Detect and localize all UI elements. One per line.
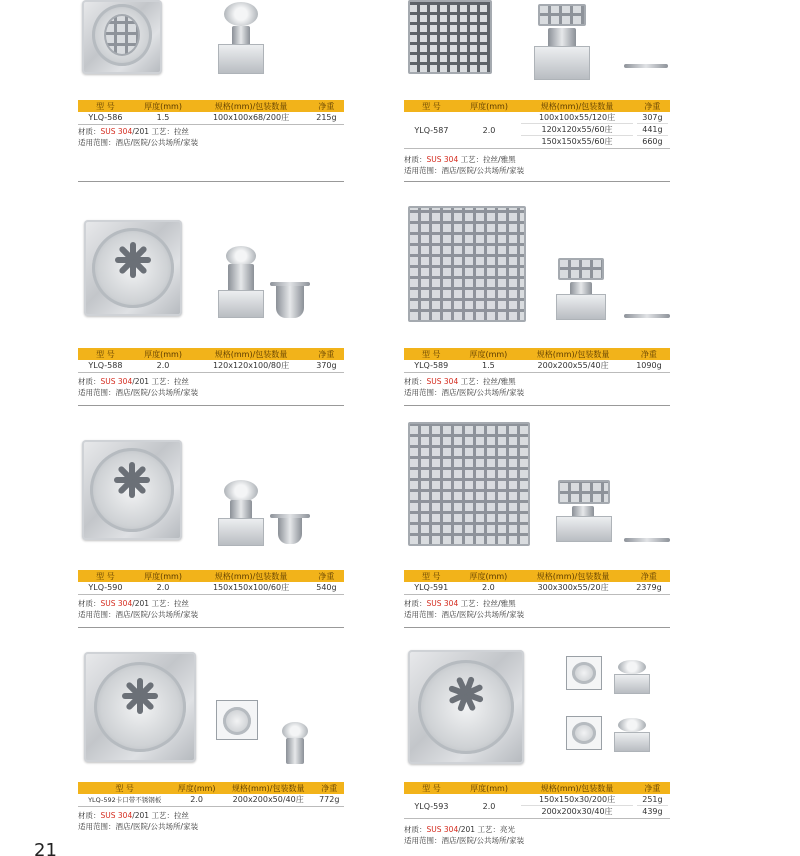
thickness-cell: 2.0 xyxy=(171,794,222,806)
header-weight: 净重 xyxy=(628,348,670,360)
dimension-diagram xyxy=(566,716,602,750)
header-weight: 净重 xyxy=(628,570,670,582)
spec-cell: 120x120x100/80庄 xyxy=(193,360,309,372)
weight-cell: 660g xyxy=(642,137,663,146)
model-cell: YLQ-592卡口带不锈钢板 xyxy=(78,794,171,806)
divider xyxy=(78,181,344,182)
floor-drain-square-image xyxy=(82,0,162,74)
spec-cell: 100x100x68/200庄 xyxy=(193,112,309,124)
material-line: 材质：SUS 304 工艺：拉丝/雅黑 xyxy=(404,599,516,608)
usage-line: 适用范围：酒店/医院/公共场所/家装 xyxy=(78,138,199,147)
header-spec: 规格(mm)/包装数量 xyxy=(518,570,628,582)
header-spec: 规格(mm)/包装数量 xyxy=(519,100,635,112)
header-model: 型 号 xyxy=(78,570,133,582)
drain-core-image xyxy=(556,258,606,322)
weight-cell: 772g xyxy=(315,794,345,806)
header-thickness: 厚度(mm) xyxy=(133,570,193,582)
weight-cell: 307g xyxy=(637,112,668,124)
header-weight: 净重 xyxy=(635,782,670,794)
weight-cell: 441g xyxy=(637,124,668,136)
spec-cell: 200x200x55/40庄 xyxy=(518,360,628,372)
drain-core-image xyxy=(218,0,264,76)
header-model: 型 号 xyxy=(404,782,459,794)
spec-table-ylq-587 xyxy=(404,100,670,149)
model-cell: YLQ-589 xyxy=(404,360,458,372)
header-spec: 规格(mm)/包装数量 xyxy=(193,570,309,582)
product-notes xyxy=(78,126,198,148)
drain-core-image xyxy=(280,722,310,766)
usage-line: 适用范围：酒店/医院/公共场所/家装 xyxy=(404,610,525,619)
dimension-diagram xyxy=(566,656,602,690)
divider xyxy=(78,405,344,406)
header-model: 型 号 xyxy=(78,782,171,794)
spec-table-ylq-588 xyxy=(78,348,344,373)
spec-cell: 100x100x55/120庄 xyxy=(521,112,633,124)
product-notes xyxy=(404,376,524,398)
spec-table-ylq-589 xyxy=(404,348,670,373)
header-thickness: 厚度(mm) xyxy=(458,570,518,582)
spec-table-ylq-592 xyxy=(78,782,344,807)
spec-table-ylq-593 xyxy=(404,782,670,819)
material-line: 材质：SUS 304/201 工艺：拉丝 xyxy=(78,599,189,608)
spec-cell: 200x200x30/40庄 xyxy=(541,807,613,816)
dimension-diagram xyxy=(216,700,258,740)
divider xyxy=(404,627,670,628)
floor-drain-square-image xyxy=(82,440,182,540)
weight-cell: 251g xyxy=(637,794,668,806)
spec-cell: 300x300x55/20庄 xyxy=(518,582,628,594)
floor-drain-square-image xyxy=(408,650,524,764)
weight-cell: 439g xyxy=(642,807,663,816)
spec-cells xyxy=(519,794,635,819)
header-model: 型 号 xyxy=(404,570,458,582)
spec-cell: 200x200x50/40庄 xyxy=(222,794,315,806)
usage-line: 适用范围：酒店/医院/公共场所/家装 xyxy=(78,388,199,397)
model-cell: YLQ-591 xyxy=(404,582,458,594)
spec-cell: 150x150x30/200庄 xyxy=(521,794,633,806)
model-cell: YLQ-593 xyxy=(404,794,459,819)
header-weight: 净重 xyxy=(309,570,344,582)
spec-cells xyxy=(519,112,635,149)
product-notes xyxy=(404,824,524,846)
thickness-cell: 2.0 xyxy=(133,582,193,594)
usage-line: 适用范围：酒店/医院/公共场所/家装 xyxy=(78,610,199,619)
header-spec: 规格(mm)/包装数量 xyxy=(519,782,635,794)
spec-cell: 120x120x55/60庄 xyxy=(521,124,633,136)
model-cell: YLQ-587 xyxy=(404,112,459,149)
header-model: 型 号 xyxy=(404,100,459,112)
spec-cell: 150x150x55/60庄 xyxy=(541,137,613,146)
weight-cell: 2379g xyxy=(628,582,670,594)
header-thickness: 厚度(mm) xyxy=(458,348,518,360)
material-line: 材质：SUS 304/201 工艺：拉丝 xyxy=(78,377,189,386)
drain-core-image xyxy=(218,480,264,546)
drain-core-image xyxy=(556,480,612,542)
floor-drain-grate-image xyxy=(408,422,530,546)
header-spec: 规格(mm)/包装数量 xyxy=(518,348,628,360)
product-notes xyxy=(78,810,198,832)
header-spec: 规格(mm)/包装数量 xyxy=(193,100,309,112)
drain-core-image xyxy=(534,0,590,82)
weight-cell: 370g xyxy=(309,360,344,372)
header-spec: 规格(mm)/包装数量 xyxy=(222,782,315,794)
drain-cup-image xyxy=(270,514,310,546)
weight-cells xyxy=(635,112,670,149)
header-thickness: 厚度(mm) xyxy=(133,100,193,112)
material-line: 材质：SUS 304 工艺：拉丝/雅黑 xyxy=(404,155,516,164)
divider xyxy=(78,627,344,628)
material-line: 材质：SUS 304/201 工艺：亮光 xyxy=(404,825,515,834)
header-model: 型 号 xyxy=(78,348,133,360)
model-cell: YLQ-588 xyxy=(78,360,133,372)
thickness-cell: 2.0 xyxy=(459,794,519,819)
usage-line: 适用范围：酒店/医院/公共场所/家装 xyxy=(404,166,525,175)
divider xyxy=(404,405,670,406)
header-thickness: 厚度(mm) xyxy=(459,782,519,794)
material-line: 材质：SUS 304/201 工艺：拉丝 xyxy=(78,811,189,820)
page-number: 21 xyxy=(34,840,57,856)
product-notes xyxy=(404,154,524,176)
drain-plate-image xyxy=(624,538,670,542)
floor-drain-square-image xyxy=(84,220,182,316)
drain-core-image xyxy=(614,718,650,754)
header-spec: 规格(mm)/包装数量 xyxy=(193,348,309,360)
weight-cell: 215g xyxy=(309,112,344,124)
header-thickness: 厚度(mm) xyxy=(171,782,222,794)
spec-table-ylq-586 xyxy=(78,100,344,125)
product-notes xyxy=(78,598,198,620)
material-line: 材质：SUS 304 工艺：拉丝/雅黑 xyxy=(404,377,516,386)
product-notes xyxy=(404,598,524,620)
divider xyxy=(404,181,670,182)
weight-cell: 1090g xyxy=(628,360,670,372)
drain-core-image xyxy=(614,660,650,696)
weight-cell: 540g xyxy=(309,582,344,594)
material-line: 材质：SUS 304/201 工艺：拉丝 xyxy=(78,127,189,136)
floor-drain-grate-image xyxy=(408,0,492,74)
header-model: 型 号 xyxy=(404,348,458,360)
thickness-cell: 1.5 xyxy=(458,360,518,372)
header-weight: 净重 xyxy=(315,782,345,794)
spec-table-ylq-591 xyxy=(404,570,670,595)
floor-drain-grate-image xyxy=(408,206,526,322)
thickness-cell: 2.0 xyxy=(458,582,518,594)
drain-plate-image xyxy=(624,314,670,318)
model-cell: YLQ-586 xyxy=(78,112,133,124)
spec-table-ylq-590 xyxy=(78,570,344,595)
drain-core-image xyxy=(218,246,264,320)
thickness-cell: 1.5 xyxy=(133,112,193,124)
model-cell: YLQ-590 xyxy=(78,582,133,594)
spec-cell: 150x150x100/60庄 xyxy=(193,582,309,594)
thickness-cell: 2.0 xyxy=(459,112,519,149)
usage-line: 适用范围：酒店/医院/公共场所/家装 xyxy=(404,388,525,397)
header-model: 型 号 xyxy=(78,100,133,112)
header-weight: 净重 xyxy=(309,100,344,112)
thickness-cell: 2.0 xyxy=(133,360,193,372)
usage-line: 适用范围：酒店/医院/公共场所/家装 xyxy=(78,822,199,831)
weight-cells xyxy=(635,794,670,819)
header-weight: 净重 xyxy=(309,348,344,360)
drain-cup-image xyxy=(270,282,310,320)
floor-drain-square-image xyxy=(84,652,196,762)
header-thickness: 厚度(mm) xyxy=(133,348,193,360)
header-weight: 净重 xyxy=(635,100,670,112)
drain-plate-image xyxy=(624,64,668,68)
product-notes xyxy=(78,376,198,398)
header-thickness: 厚度(mm) xyxy=(459,100,519,112)
usage-line: 适用范围：酒店/医院/公共场所/家装 xyxy=(404,836,525,845)
